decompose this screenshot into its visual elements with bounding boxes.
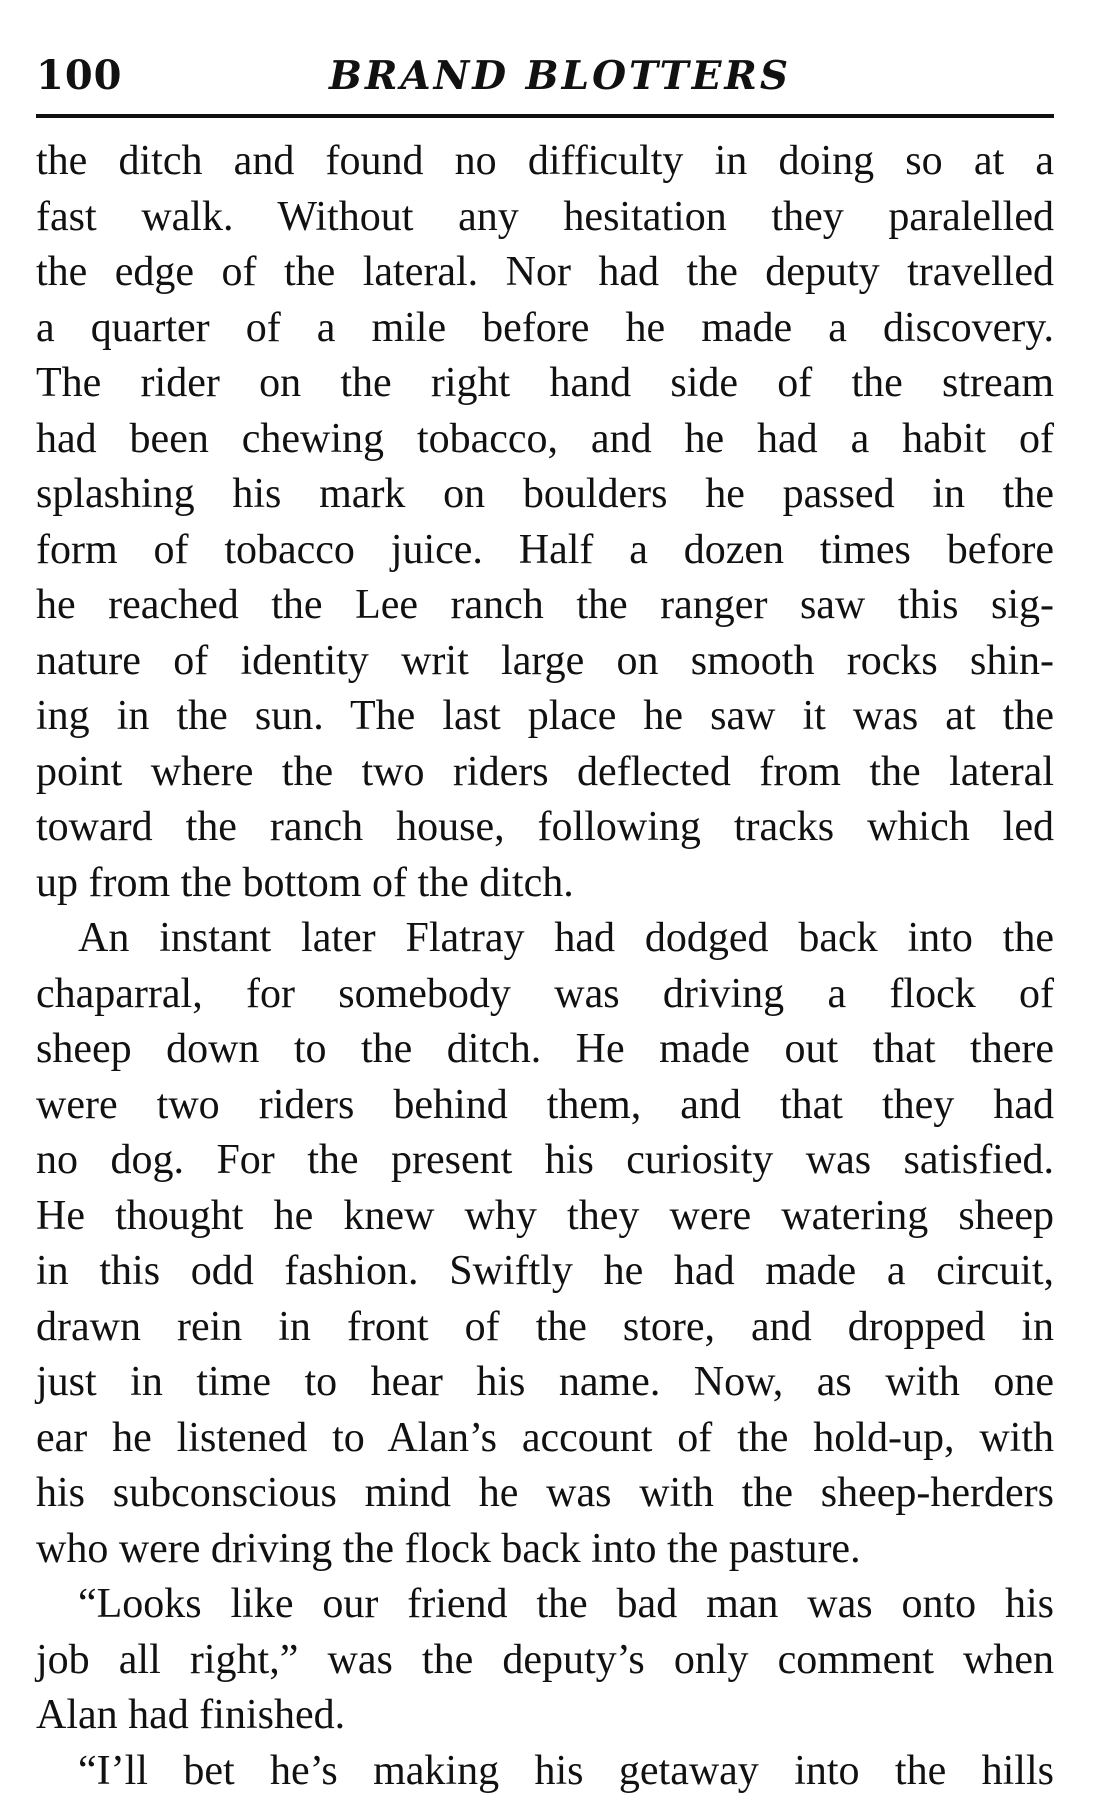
text-line: splashing his mark on boulders he passed in the <box>36 471 1054 517</box>
running-title: BRAND BLOTTERS <box>329 53 791 99</box>
text-line: nature of identity writ large on smooth rocks shin- <box>36 637 1054 684</box>
text-line: He thought he knew why they were watering sheep <box>36 1192 1054 1239</box>
text-line: the edge of the lateral. Nor had the deputy travelled <box>36 249 1054 295</box>
body-text <box>36 134 1054 1799</box>
page-number: 100 <box>36 52 123 99</box>
text-line: up from the bottom of the ditch. <box>36 859 574 906</box>
text-line: fast walk. Without any hesitation they paralelled <box>36 193 1054 240</box>
text-line: “I’ll bet he’s making his getaway into the hills <box>78 1747 1054 1794</box>
paragraph <box>36 134 1054 911</box>
text-line: had been chewing tobacco, and he had a habit of <box>36 415 1054 462</box>
paragraph <box>36 911 1054 1577</box>
paragraph <box>36 1577 1054 1744</box>
text-line: were two riders behind them, and that they had <box>36 1081 1054 1128</box>
text-line: drawn rein in front of the store, and dropped in <box>36 1303 1054 1350</box>
text-line: who were driving the flock back into the pasture. <box>36 1525 861 1572</box>
page-header <box>36 48 1054 104</box>
text-line: toward the ranch house, following tracks which led <box>36 804 1054 850</box>
text-line: the ditch and found no difficulty in doing so at a <box>36 138 1054 184</box>
text-line: ing in the sun. The last place he saw it was at the <box>36 693 1054 739</box>
text-line: Alan had finished. <box>36 1692 346 1738</box>
text-line: An instant later Flatray had dodged back into the <box>78 915 1054 961</box>
text-line: The rider on the right hand side of the stream <box>36 360 1054 406</box>
text-line: job all right,” was the deputy’s only comment when <box>36 1636 1054 1683</box>
text-line: “Looks like our friend the bad man was onto his <box>78 1581 1054 1627</box>
text-line: ear he listened to Alan’s account of the hold-up, with <box>36 1414 1054 1461</box>
text-line: point where the two riders deflected from the lateral <box>36 748 1054 795</box>
text-line: a quarter of a mile before he made a discovery. <box>36 304 1054 351</box>
text-line: chaparral, for somebody was driving a flock of <box>36 970 1054 1017</box>
text-line: his subconscious mind he was with the sheep-herders <box>36 1470 1054 1516</box>
text-line: he reached the Lee ranch the ranger saw this sig- <box>36 582 1054 628</box>
text-line: sheep down to the ditch. He made out that there <box>36 1026 1054 1072</box>
text-line: form of tobacco juice. Half a dozen times before <box>36 526 1054 573</box>
text-line: just in time to hear his name. Now, as with one <box>36 1359 1054 1405</box>
text-line: no dog. For the present his curiosity was satisfied. <box>36 1137 1054 1183</box>
header-rule <box>36 114 1054 118</box>
text-line: in this odd fashion. Swiftly he had made a circuit, <box>36 1248 1054 1294</box>
paragraph <box>36 1744 1054 1800</box>
